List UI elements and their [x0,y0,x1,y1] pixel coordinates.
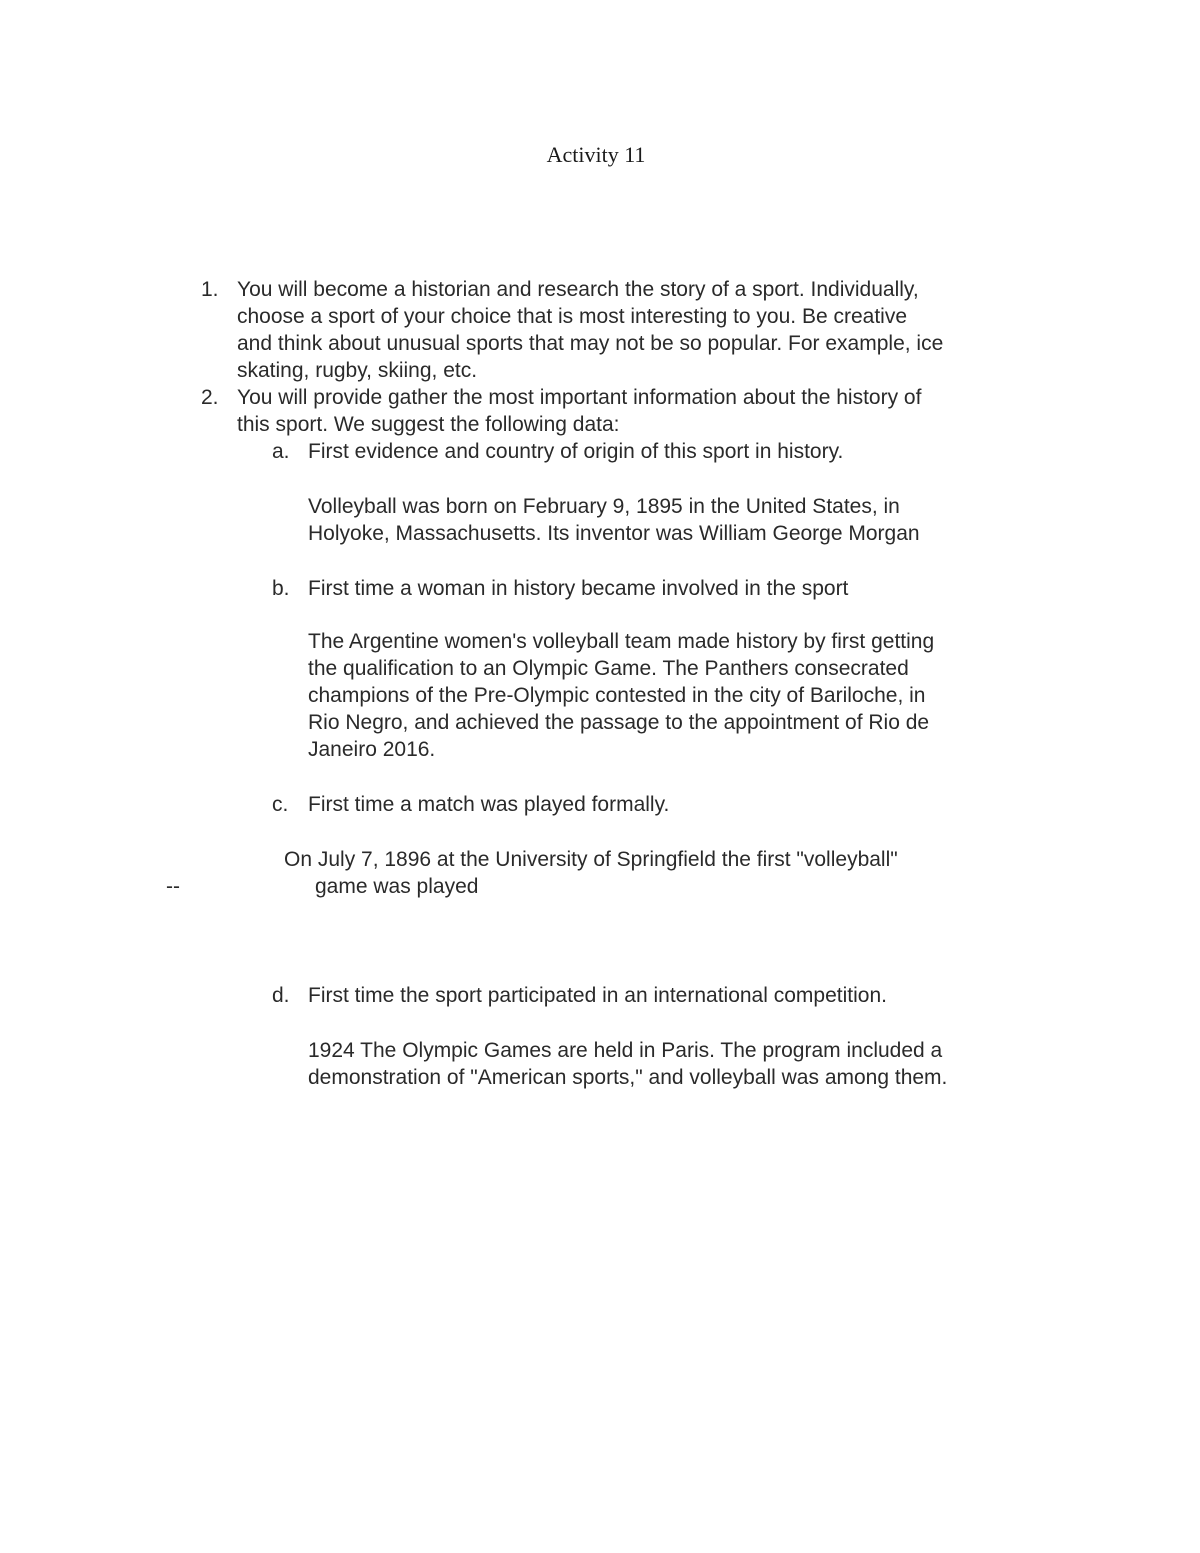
item-text-line: You will become a historian and research the story of a sport. Individually, [237,278,919,301]
item-number: 1. [201,278,219,301]
subitem-answer-line: demonstration of "American sports," and volleyball was among them. [308,1066,948,1089]
subitem-letter: c. [272,793,289,816]
item-text-line: and think about unusual sports that may not be so popular. For example, ice [237,332,944,355]
subitem-answer-line: the qualification to an Olympic Game. The Panthers consecrated [308,657,909,680]
subitem-answer-line: champions of the Pre-Olympic contested in the city of Bariloche, in [308,684,926,707]
subitem-letter: d. [272,984,290,1007]
page-title: Activity 11 [546,142,646,167]
subitem-question: First time a woman in history became involved in the sport [308,577,849,600]
item-text-line: this sport. We suggest the following data: [237,413,620,436]
subitem-answer-line: 1924 The Olympic Games are held in Paris. The program included a [308,1039,943,1062]
item-text-line: skating, rugby, skiing, etc. [237,359,478,382]
subitem-answer-line: Janeiro 2016. [308,738,436,761]
subitem-answer-line: game was played [315,875,479,898]
dash-mark: -- [166,875,180,898]
subitem-answer-line: The Argentine women's volleyball team made history by first getting [308,630,935,653]
item-number: 2. [201,386,219,409]
subitem-answer-line: Rio Negro, and achieved the passage to the appointment of Rio de [308,711,930,734]
item-text-line: choose a sport of your choice that is most interesting to you. Be creative [237,305,908,328]
subitem-letter: b. [272,577,290,600]
item-text-line: You will provide gather the most important information about the history of [237,386,922,409]
subitem-answer-line: On July 7, 1896 at the University of Springfield the first "volleyball" [284,848,898,871]
subitem-question: First evidence and country of origin of this sport in history. [308,440,844,463]
subitem-question: First time the sport participated in an international competition. [308,984,887,1007]
subitem-letter: a. [272,440,290,463]
subitem-answer-line: Holyoke, Massachusetts. Its inventor was William George Morgan [308,522,920,545]
subitem-question: First time a match was played formally. [308,793,670,816]
subitem-answer-line: Volleyball was born on February 9, 1895 in the United States, in [308,495,900,518]
